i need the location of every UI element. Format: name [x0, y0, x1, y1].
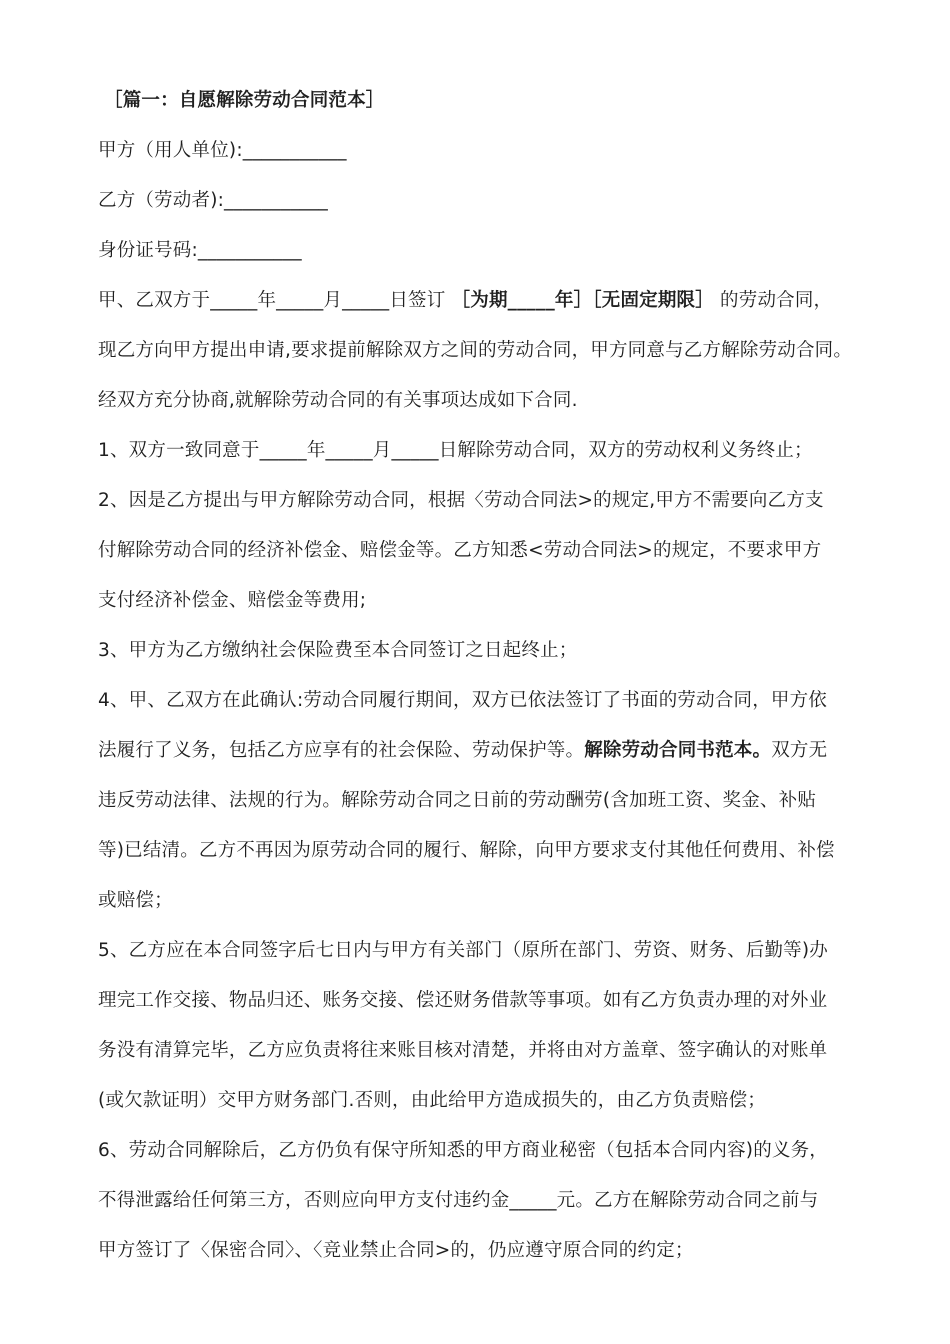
template-note-bold: 解除劳动合同书范本。	[584, 740, 772, 761]
document-title: ［篇一：自愿解除劳动合同范本］	[104, 90, 385, 111]
clause-4-line-5: 或赔偿；	[98, 890, 173, 911]
clause-6-line-2: 不得泄露给任何第三方，否则应向甲方支付违约金_____元。乙方在解除劳动合同之前与	[98, 1190, 819, 1211]
clause-4-line-1: 4、甲、乙双方在此确认:劳动合同履行期间，双方已依法签订了书面的劳动合同，甲方依	[98, 690, 828, 711]
clause-5-line-4: (或欠款证明）交甲方财务部门.否则，由此给甲方造成损失的，由乙方负责赔偿；	[98, 1090, 767, 1111]
clause-4-line-4: 等)已结清。乙方不再因为原劳动合同的履行、解除，向甲方要求支付其他任何费用、补偿	[98, 840, 835, 861]
clause-5-line-1: 5、乙方应在本合同签字后七日内与甲方有关部门（原所在部门、劳资、财务、后勤等)办	[98, 940, 828, 961]
clause-4-line-2-start: 法履行了义务，包括乙方应享有的社会保险、劳动保护等。	[98, 740, 585, 761]
contract-term-options: ［为期_____年］［无固定期限］	[451, 290, 714, 311]
intro-line-3: 经双方充分协商,就解除劳动合同的有关事项达成如下合同.	[98, 390, 578, 411]
clause-1-line-1: 1、双方一致同意于_____年_____月_____日解除劳动合同，双方的劳动权利义务终止；	[98, 440, 813, 461]
intro-line-1-end: 的劳动合同，	[720, 290, 833, 311]
party-a-line: 甲方（用人单位):___________	[98, 140, 347, 161]
clause-5-line-2: 理完工作交接、物品归还、账务交接、偿还财务借款等事项。如有乙方负责办理的对外业	[98, 990, 828, 1011]
clause-2-line-1: 2、因是乙方提出与甲方解除劳动合同，根据〈劳动合同法>的规定,甲方不需要向乙方支	[98, 490, 824, 511]
clause-4-line-2-end: 双方无	[771, 740, 828, 761]
party-b-line: 乙方（劳动者):___________	[98, 190, 329, 211]
clause-6-line-3: 甲方签订了〈保密合同〉、〈竞业禁止合同>的，仍应遵守原合同的约定；	[98, 1240, 694, 1261]
clause-2-line-3: 支付经济补偿金、赔偿金等费用;	[98, 590, 367, 611]
id-number-line: 身份证号码:___________	[98, 240, 302, 261]
clause-5-line-3: 务没有清算完毕，乙方应负责将往来账目核对清楚，并将由对方盖章、签字确认的对账单	[98, 1040, 828, 1061]
clause-4-line-2	[98, 738, 878, 764]
intro-line-2: 现乙方向甲方提出申请,要求提前解除双方之间的劳动合同，甲方同意与乙方解除劳动合同。	[98, 340, 853, 361]
clause-2-line-2: 付解除劳动合同的经济补偿金、赔偿金等。乙方知悉<劳动合同法>的规定，不要求甲方	[98, 540, 822, 561]
clause-4-line-3: 违反劳动法律、法规的行为。解除劳动合同之日前的劳动酬劳(含加班工资、奖金、补贴	[98, 790, 817, 811]
intro-line-1	[98, 288, 878, 314]
intro-line-1-start: 甲、乙双方于_____年_____月_____日签订	[98, 290, 446, 311]
clause-6-line-1: 6、劳动合同解除后，乙方仍负有保守所知悉的甲方商业秘密（包括本合同内容)的义务，	[98, 1140, 828, 1161]
clause-3-line-1: 3、甲方为乙方缴纳社会保险费至本合同签订之日起终止；	[98, 640, 578, 661]
